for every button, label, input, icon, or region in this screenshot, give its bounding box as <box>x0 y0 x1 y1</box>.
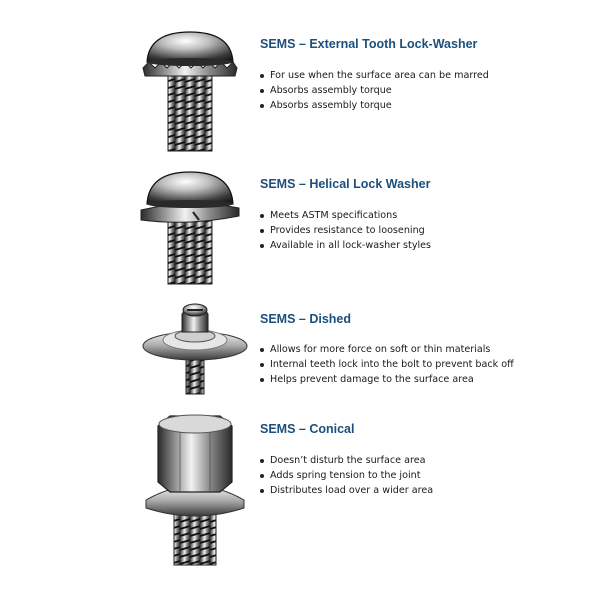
bullet-item: Meets ASTM specifications <box>260 208 595 223</box>
bullet-list <box>260 342 595 387</box>
bullet-item: For use when the surface area can be marred <box>260 68 595 83</box>
bullet-item: Doesn’t disturb the surface area <box>260 453 595 468</box>
conical-washer-sems-bolt-icon <box>140 412 260 567</box>
bullet-item: Adds spring tension to the joint <box>260 468 595 483</box>
item-text <box>260 28 595 113</box>
bullet-item: Internal teeth lock into the bolt to prevent back off <box>260 357 595 372</box>
dished-washer-sems-screw-icon <box>140 300 260 400</box>
bullet-item: Allows for more force on soft or thin materials <box>260 342 595 357</box>
item-title: SEMS – External Tooth Lock-Washer <box>260 37 478 51</box>
bullet-item: Distributes load over a wider area <box>260 483 595 498</box>
item-title: SEMS – Helical Lock Washer <box>260 177 431 191</box>
bullet-item: Absorbs assembly torque <box>260 98 595 113</box>
item-text <box>260 300 595 387</box>
item-title: SEMS – Conical <box>260 422 355 436</box>
bullet-item: Helps prevent damage to the surface area <box>260 372 595 387</box>
helical-lock-washer-sems-screw-icon <box>135 168 255 286</box>
external-tooth-sems-screw-icon <box>135 28 255 153</box>
item-text <box>260 168 595 253</box>
item-text <box>260 412 595 498</box>
bullet-item: Available in all lock-washer styles <box>260 238 595 253</box>
bullet-list <box>260 208 595 253</box>
bullet-item: Absorbs assembly torque <box>260 83 595 98</box>
bullet-list <box>260 453 595 498</box>
bullet-item: Provides resistance to loosening <box>260 223 595 238</box>
bullet-list <box>260 68 595 113</box>
item-title: SEMS – Dished <box>260 312 351 326</box>
